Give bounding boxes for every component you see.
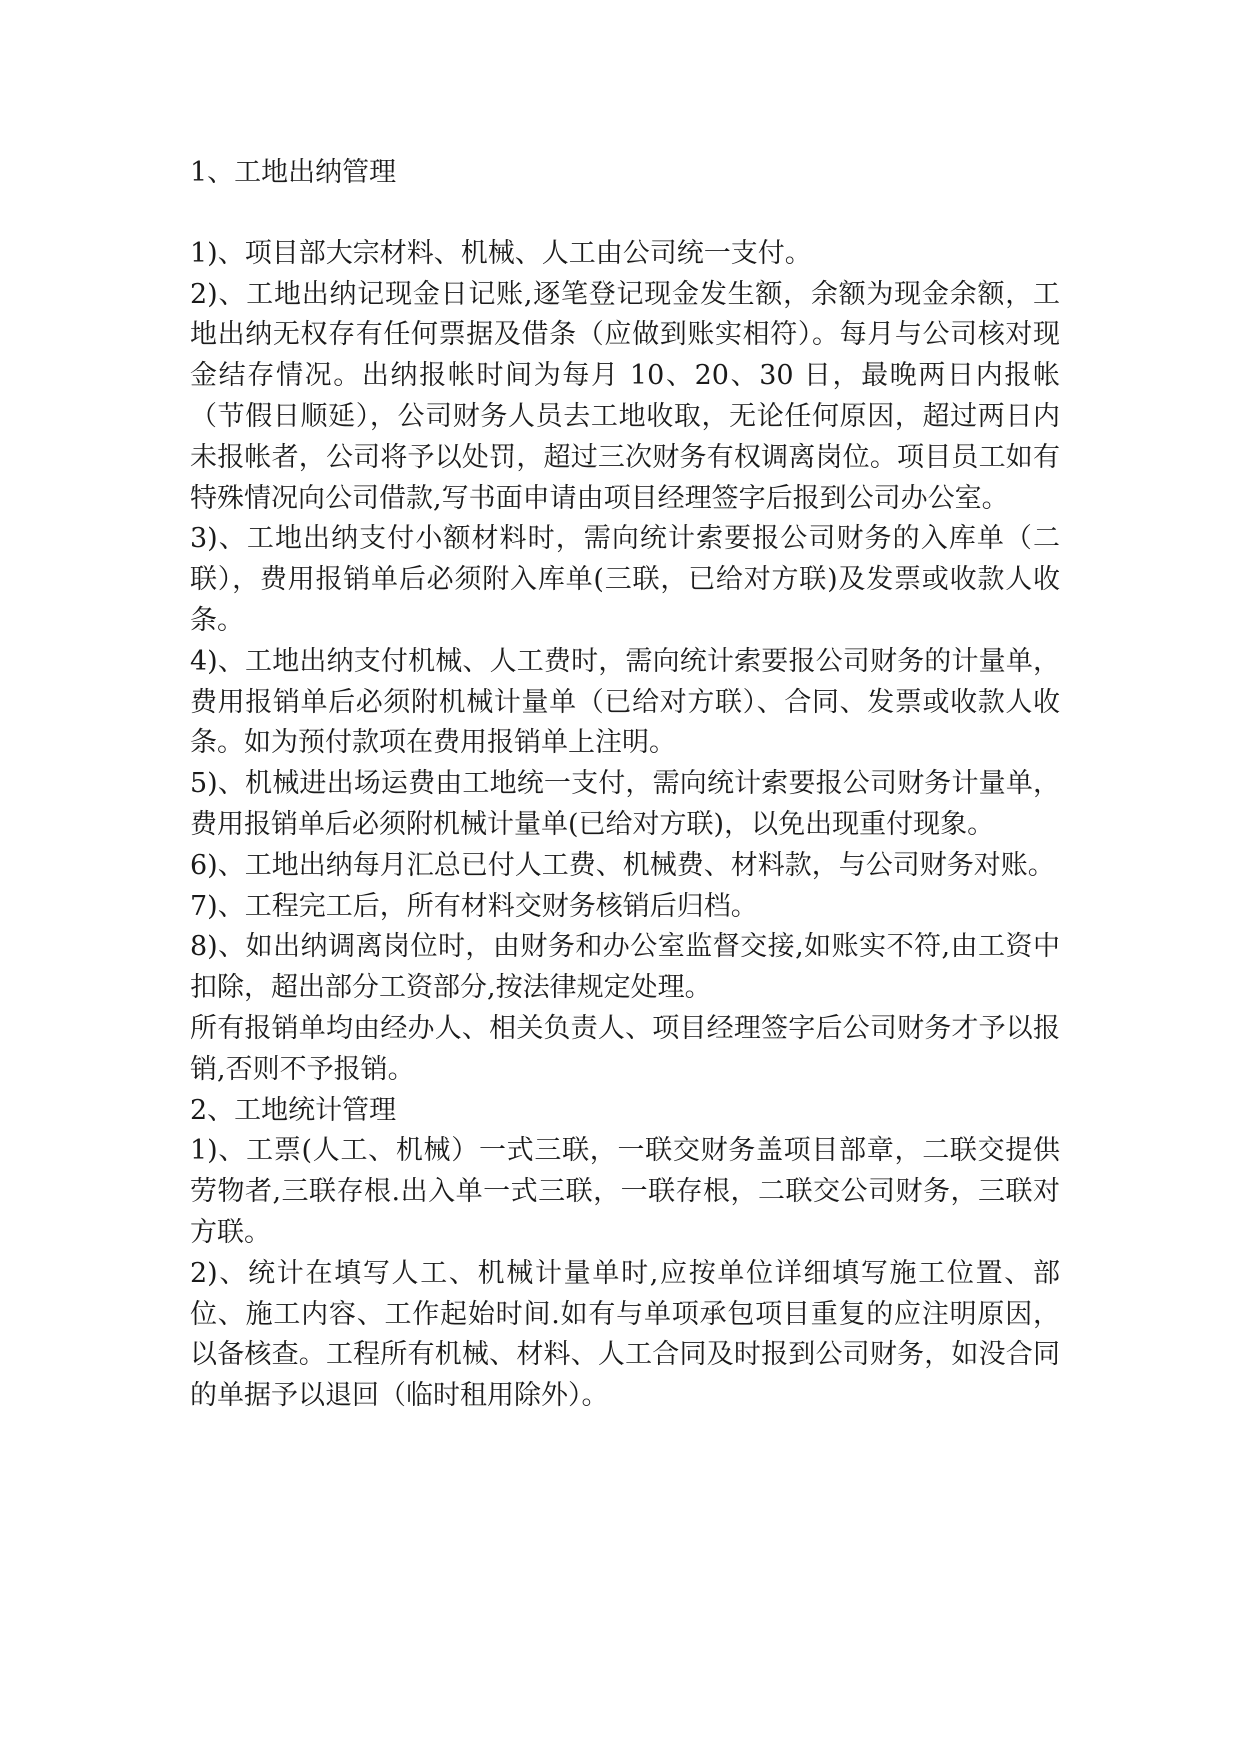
paragraph: 2)、统计在填写人工、机械计量单时,应按单位详细填写施工位置、部位、施工内容、工作起始时间.如有与单项承包项目重复的应注明原因，以备核查。工程所有机械、材料、人工合同及时报到公司财务，如没合同的单据予以退回（临时租用除外）。: [190, 1257, 1060, 1412]
paragraph: 7)、工程完工后，所有材料交财务核销后归档。: [190, 890, 758, 922]
paragraph: 8)、如出纳调离岗位时，由财务和办公室监督交接,如账实不符,由工资中扣除，超出部分工资部分,按法律规定处理。: [190, 931, 1060, 1004]
paragraph: 1)、工票(人工、机械）一式三联，一联交财务盖项目部章，二联交提供劳物者,三联存根.出入单一式三联，一联存根，二联交公司财务，三联对方联。: [190, 1135, 1060, 1248]
document-body: [190, 153, 1060, 1417]
paragraph: 6)、工地出纳每月汇总已付人工费、机械费、材料款，与公司财务对账。: [190, 849, 1055, 881]
paragraph: 所有报销单均由经办人、相关负责人、项目经理签字后公司财务才予以报销,否则不予报销。: [190, 1012, 1060, 1085]
paragraph: 5)、机械进出场运费由工地统一支付，需向统计索要报公司财务计量单，费用报销单后必须附机械计量单(已给对方联)，以免出现重付现象。: [190, 768, 1060, 840]
paragraph: 3)、工地出纳支付小额材料时，需向统计索要报公司财务的入库单（二联），费用报销单后必须附入库单(三联，已给对方联)及发票或收款人收条。: [190, 523, 1060, 636]
paragraph: 2)、工地出纳记现金日记账,逐笔登记现金发生额，余额为现金余额，工地出纳无权存有任何票据及借条（应做到账实相符）。每月与公司核对现金结存情况。出纳报帐时间为每月 10、20、30 日，最晚两日内报帐（节假日顺延），公司财务人员去工地收取，无论任何原因，超过两日内未报帐者，公司将予以处罚，超过三次财务有权调离岗位。项目员工如有特殊情况向公司借款,写书面申请由项目经理签字后报到公司办公室。: [190, 278, 1060, 514]
section-heading-cashier: 1、工地出纳管理: [190, 157, 397, 188]
paragraph: 4)、工地出纳支付机械、人工费时，需向统计索要报公司财务的计量单，费用报销单后必须附机械计量单（已给对方联）、合同、发票或收款人收条。如为预付款项在费用报销单上注明。: [190, 645, 1060, 759]
paragraph: 1)、项目部大宗材料、机械、人工由公司统一支付。: [190, 237, 812, 269]
section-heading-statistics: 2、工地统计管理: [190, 1094, 397, 1126]
